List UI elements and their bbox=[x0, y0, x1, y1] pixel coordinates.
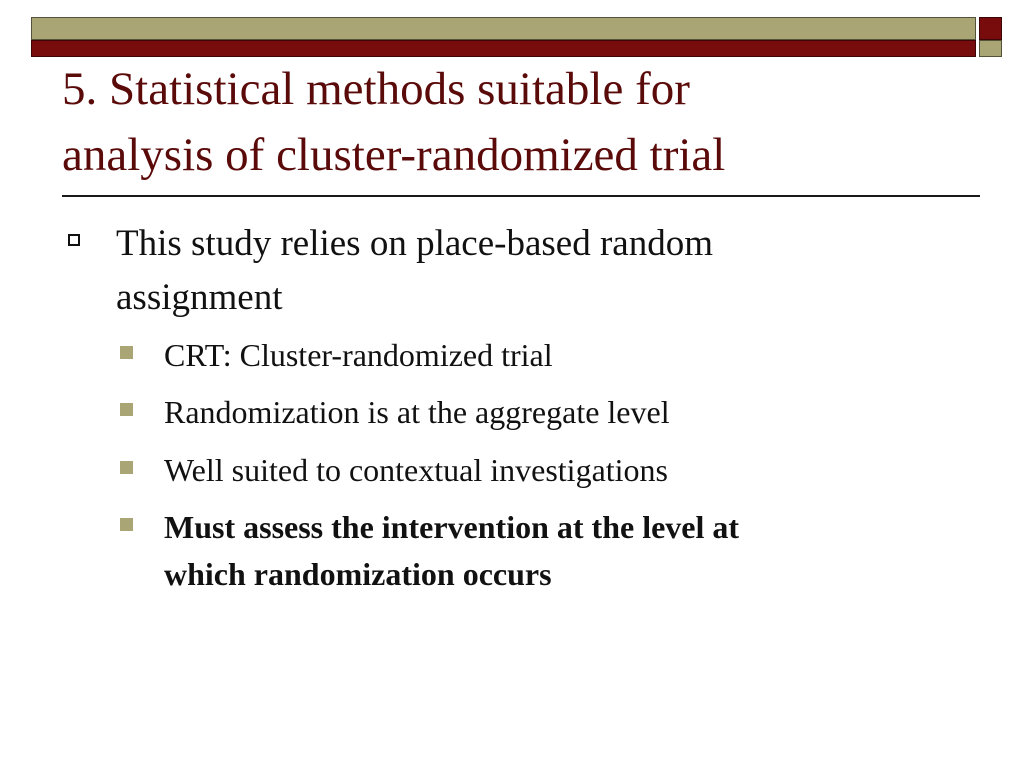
sub-bullet-text: Randomization is at the aggregate level bbox=[164, 394, 670, 430]
title-divider bbox=[62, 195, 980, 197]
filled-square-bullet-icon bbox=[120, 403, 133, 416]
header-bar-olive bbox=[31, 17, 976, 40]
sub-bullet-text: CRT: Cluster-randomized trial bbox=[164, 337, 553, 373]
header-bar-maroon bbox=[31, 40, 976, 57]
sub-bullet-text-line-1: Must assess the intervention at the level at bbox=[164, 509, 740, 545]
filled-square-bullet-icon bbox=[120, 346, 133, 359]
bullet-level1-text-line-1: This study relies on place-based random bbox=[116, 223, 713, 264]
slide-title-line-2: analysis of cluster-randomized trial bbox=[62, 129, 726, 181]
filled-square-bullet-icon bbox=[120, 461, 133, 474]
sub-bullet-text-line-2: which randomization occurs bbox=[164, 556, 552, 592]
hollow-square-bullet-icon bbox=[68, 234, 80, 246]
filled-square-bullet-icon bbox=[120, 518, 133, 531]
slide-title-line-1: 5. Statistical methods suitable for bbox=[62, 63, 690, 115]
sub-bullet-text: Well suited to contextual investigations bbox=[164, 452, 668, 488]
header-square-olive bbox=[979, 40, 1002, 57]
sub-bullet-text-bold bbox=[164, 504, 924, 598]
header-square-maroon bbox=[979, 17, 1002, 40]
bullet-level1-text bbox=[116, 217, 896, 325]
slide-title bbox=[62, 56, 962, 188]
bullet-level1-text-line-2: assignment bbox=[116, 277, 283, 318]
